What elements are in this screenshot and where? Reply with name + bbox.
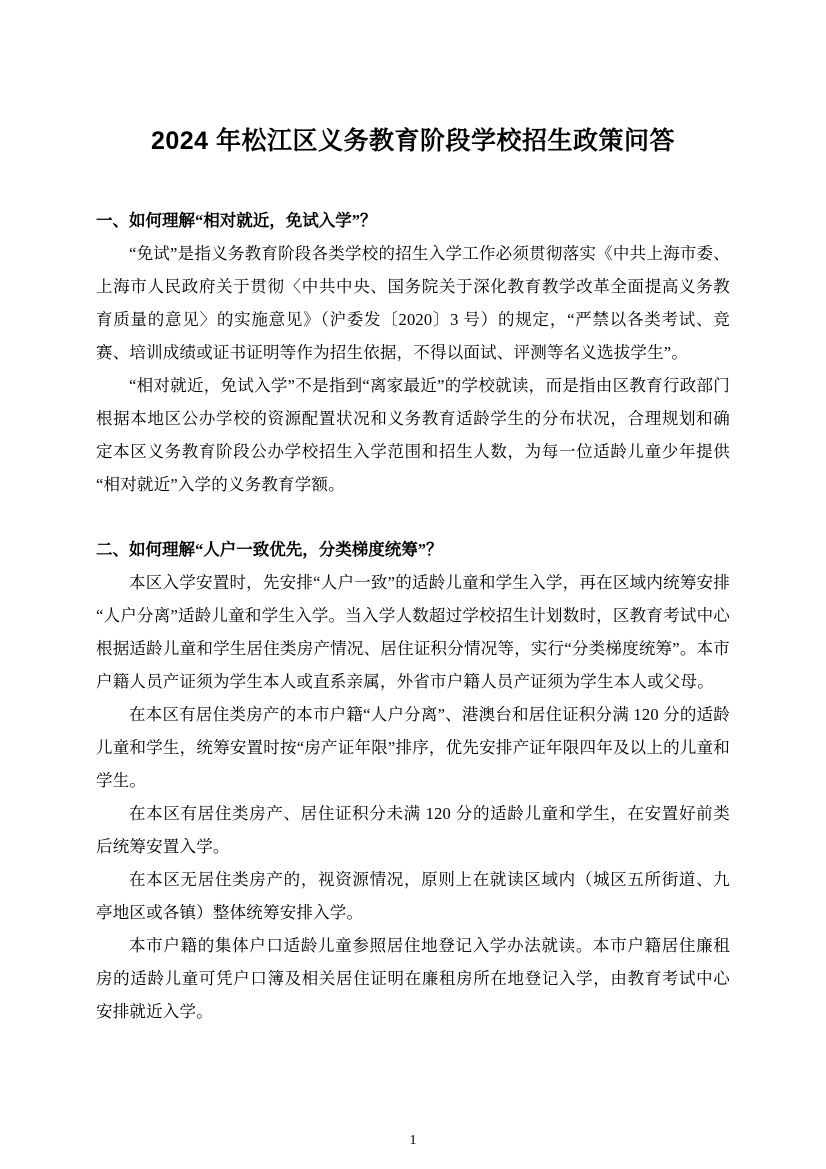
section-household-priority <box>96 533 730 1028</box>
section-2-paragraph-4: 在本区无居住类房产的，视资源情况，原则上在就读区域内（城区五所街道、九亭地区或各镇）整体统筹安排入学。 <box>96 870 730 922</box>
document-title: 2024 年松江区义务教育阶段学校招生政策问答 <box>150 127 676 155</box>
page-number: 1 <box>409 1133 417 1148</box>
section-2-paragraph-3: 在本区有居住类房产、居住证积分未满 120 分的适龄儿童和学生，在安置好前类后统筹安置入学。 <box>96 804 730 856</box>
section-2-paragraph-1: 本区入学安置时，先安排“人户一致”的适龄儿童和学生入学，再在区域内统筹安排“人户分离”适龄儿童和学生入学。当入学人数超过学校招生计划数时，区教育考试中心根据适龄儿童和学生居住类房产情况、居住证积分情况等，实行“分类梯度统筹”。本市户籍人员产证须为学生本人或直系亲属，外省市户籍人员产证须为学生本人或父母。 <box>96 573 730 691</box>
section-1-paragraph-1: “免试”是指义务教育阶段各类学校的招生入学工作必须贯彻落实《中共上海市委、上海市人民政府关于贯彻〈中共中央、国务院关于深化教育教学改革全面提高义务教育质量的意见〉的实施意见》（沪委发〔2020〕3 号）的规定，“严禁以各类考试、竞赛、培训成绩或证书证明等作为招生依据，不得以面试、评测等名义选拔学生”。 <box>96 244 730 362</box>
section-2-paragraph-2: 在本区有居住类房产的本市户籍“人户分离”、港澳台和居住证积分满 120 分的适龄儿童和学生，统筹安置时按“房产证年限”排序，优先安排产证年限四年及以上的儿童和学生。 <box>96 705 730 790</box>
document-content <box>96 0 730 1028</box>
section-1-heading: 一、如何理解“相对就近，免试入学”？ <box>96 211 377 230</box>
section-1-paragraph-2: “相对就近，免试入学”不是指到“离家最近”的学校就读，而是指由区教育行政部门根据本地区公办学校的资源配置状况和义务教育适龄学生的分布状况，合理规划和确定本区义务教育阶段公办学校招生入学范围和招生人数，为每一位适龄儿童少年提供“相对就近”入学的义务教育学额。 <box>96 376 730 494</box>
section-2-paragraph-5: 本市户籍的集体户口适龄儿童参照居住地登记入学办法就读。本市户籍居住廉租房的适龄儿童可凭户口簿及相关居住证明在廉租房所在地登记入学，由教育考试中心安排就近入学。 <box>96 936 730 1021</box>
section-2-heading: 二、如何理解“人户一致优先，分类梯度统筹”？ <box>96 540 443 559</box>
section-relative-proximity <box>96 204 730 501</box>
